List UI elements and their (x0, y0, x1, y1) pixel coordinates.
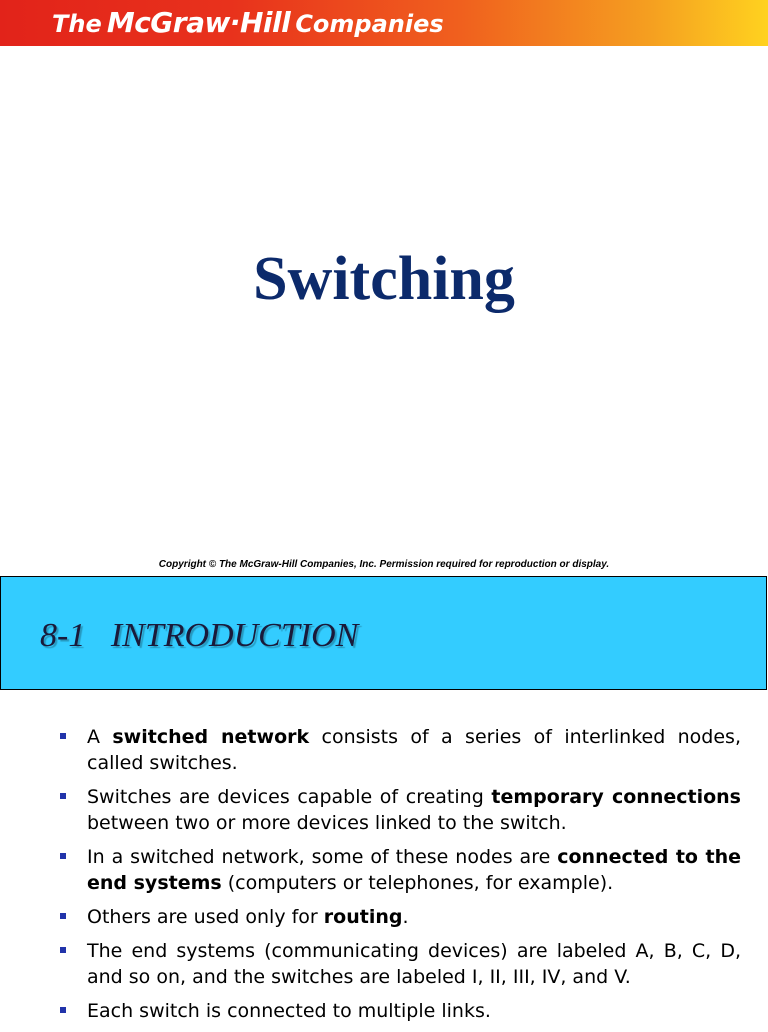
bullet-square-icon (60, 733, 66, 739)
bullet-item (58, 844, 741, 896)
bullet-item (58, 998, 741, 1024)
bullet-emphasis: temporary connections (491, 786, 741, 808)
bullet-segment: Others are used only for (87, 906, 324, 928)
bullet-segment: The end systems (communicating devices) are labeled A, B, C, D, and so on, and the switches are labeled I, II, III, IV, and V. (87, 940, 741, 988)
logo-companies: Companies (295, 10, 444, 38)
section-heading: 8-1 INTRODUCTION (40, 617, 359, 654)
bullet-text (87, 940, 741, 988)
bullet-item (58, 784, 741, 836)
bullet-segment: Switches are devices capable of creating (87, 786, 492, 808)
copyright-notice: Copyright © The McGraw-Hill Companies, Inc. Permission required for reproduction or display. (158, 559, 610, 570)
publisher-logo (52, 6, 444, 44)
bullet-segment: In a switched network, some of these nodes are (87, 846, 558, 868)
bullet-text (87, 1000, 491, 1022)
bullet-item (58, 938, 741, 990)
bullet-text (87, 726, 741, 774)
logo-mcgraw-hill: McGraw·Hill (106, 6, 291, 39)
bullet-text (87, 906, 409, 928)
publisher-banner (0, 0, 768, 46)
bullet-text (87, 846, 741, 894)
bullet-square-icon (60, 913, 66, 919)
bullet-square-icon (60, 853, 66, 859)
bullet-segment: between two or more devices linked to the switch. (87, 812, 567, 834)
bullet-emphasis: routing (323, 906, 403, 928)
bullet-segment: Each switch is connected to multiple links. (87, 1000, 491, 1022)
bullet-list (58, 724, 741, 1032)
bullet-text (87, 786, 741, 834)
bullet-square-icon (60, 947, 66, 953)
bullet-segment: A (87, 726, 113, 748)
bullet-square-icon (60, 793, 66, 799)
slide-title: Switching (253, 245, 515, 313)
logo-the: The (52, 10, 102, 38)
bullet-segment: (computers or telephones, for example). (221, 872, 614, 894)
bullet-emphasis: switched network (112, 726, 310, 748)
bullet-square-icon (60, 1007, 66, 1013)
bullet-item (58, 724, 741, 776)
bullet-item (58, 904, 741, 930)
bullet-segment: . (402, 906, 409, 928)
bullet-emphasis: connected to the end systems (87, 846, 741, 894)
bullet-segment: consists of a series of interlinked nodes, called switches. (87, 726, 741, 774)
